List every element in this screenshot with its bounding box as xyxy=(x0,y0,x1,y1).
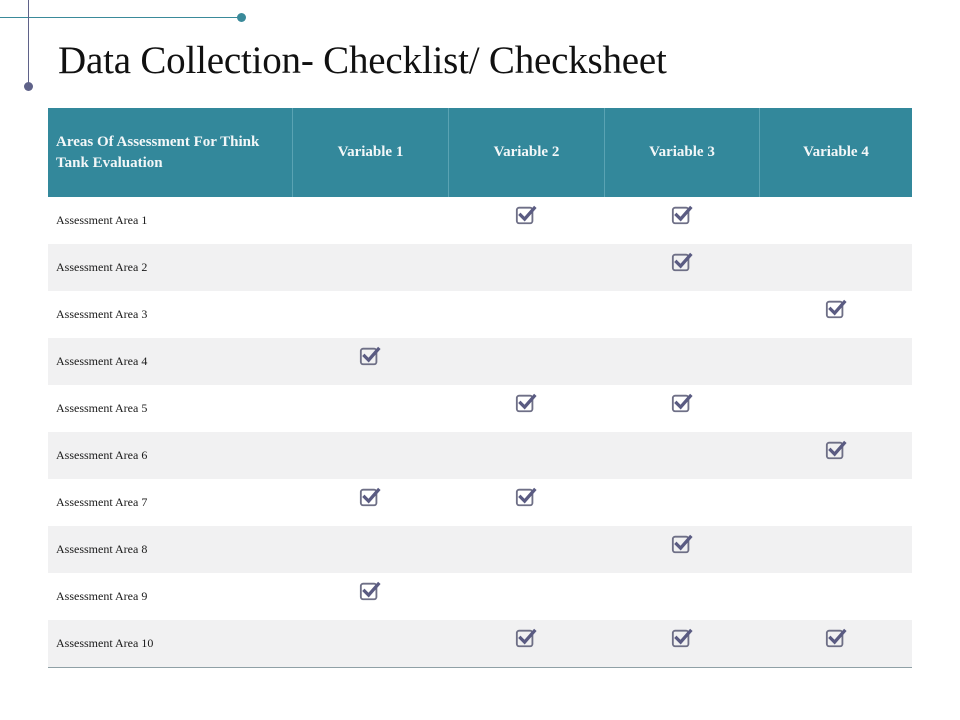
row-label: Assessment Area 4 xyxy=(56,354,148,368)
cell-variable-1 xyxy=(292,432,448,479)
cell-variable-2 xyxy=(448,573,604,620)
header-variable-3: Variable 3 xyxy=(604,108,759,197)
table-row xyxy=(48,620,912,667)
header-variable-4: Variable 4 xyxy=(759,108,912,197)
checked-box-icon xyxy=(671,539,693,560)
checked-box-icon xyxy=(825,633,847,654)
header-variable-2: Variable 2 xyxy=(448,108,604,197)
table-header xyxy=(48,108,912,197)
table-row xyxy=(48,479,912,526)
cell-variable-4 xyxy=(759,620,912,667)
checked-box-icon xyxy=(515,398,537,419)
table-row xyxy=(48,338,912,385)
cell-variable-3 xyxy=(604,479,759,526)
cell-variable-3 xyxy=(604,573,759,620)
checked-box-icon xyxy=(825,304,847,325)
checked-box-icon xyxy=(671,210,693,231)
cell-variable-2 xyxy=(448,244,604,291)
cell-variable-4 xyxy=(759,526,912,573)
decorative-line-vertical xyxy=(28,0,29,87)
decorative-dot xyxy=(24,82,33,91)
cell-variable-4 xyxy=(759,291,912,338)
cell-variable-4 xyxy=(759,432,912,479)
row-label: Assessment Area 1 xyxy=(56,213,148,227)
table-row xyxy=(48,291,912,338)
cell-variable-3 xyxy=(604,338,759,385)
cell-variable-1 xyxy=(292,620,448,667)
checked-box-icon xyxy=(671,398,693,419)
cell-variable-2 xyxy=(448,526,604,573)
row-label: Assessment Area 10 xyxy=(56,636,154,650)
checked-box-icon xyxy=(359,351,381,372)
row-label: Assessment Area 8 xyxy=(56,542,148,556)
cell-variable-3 xyxy=(604,244,759,291)
cell-variable-4 xyxy=(759,197,912,244)
cell-variable-2 xyxy=(448,432,604,479)
cell-variable-2 xyxy=(448,291,604,338)
checked-box-icon xyxy=(359,492,381,513)
cell-variable-2 xyxy=(448,197,604,244)
cell-variable-3 xyxy=(604,620,759,667)
checked-box-icon xyxy=(671,257,693,278)
cell-variable-4 xyxy=(759,385,912,432)
table-body xyxy=(48,197,912,667)
cell-variable-3 xyxy=(604,197,759,244)
cell-variable-2 xyxy=(448,479,604,526)
cell-variable-1 xyxy=(292,385,448,432)
cell-variable-1 xyxy=(292,197,448,244)
cell-variable-1 xyxy=(292,573,448,620)
checked-box-icon xyxy=(825,445,847,466)
row-label: Assessment Area 9 xyxy=(56,589,148,603)
cell-variable-4 xyxy=(759,338,912,385)
cell-variable-1 xyxy=(292,526,448,573)
checked-box-icon xyxy=(671,633,693,654)
slide-title: Data Collection- Checklist/ Checksheet xyxy=(58,39,667,82)
row-label: Assessment Area 5 xyxy=(56,401,148,415)
table-row xyxy=(48,432,912,479)
row-label: Assessment Area 2 xyxy=(56,260,148,274)
table-row xyxy=(48,244,912,291)
table-row xyxy=(48,573,912,620)
row-label: Assessment Area 3 xyxy=(56,307,148,321)
table-row xyxy=(48,526,912,573)
checked-box-icon xyxy=(515,633,537,654)
cell-variable-2 xyxy=(448,338,604,385)
cell-variable-1 xyxy=(292,338,448,385)
cell-variable-1 xyxy=(292,479,448,526)
checked-box-icon xyxy=(359,586,381,607)
row-label: Assessment Area 7 xyxy=(56,495,148,509)
cell-variable-3 xyxy=(604,526,759,573)
cell-variable-4 xyxy=(759,573,912,620)
checked-box-icon xyxy=(515,210,537,231)
decorative-dot xyxy=(237,13,246,22)
table-row xyxy=(48,197,912,244)
row-label: Assessment Area 6 xyxy=(56,448,148,462)
header-areas: Areas Of Assessment For Think Tank Evaluation xyxy=(56,133,260,171)
cell-variable-3 xyxy=(604,291,759,338)
cell-variable-2 xyxy=(448,385,604,432)
checked-box-icon xyxy=(515,492,537,513)
cell-variable-1 xyxy=(292,244,448,291)
checklist-table xyxy=(48,108,912,668)
decorative-line-horizontal xyxy=(0,17,242,18)
cell-variable-1 xyxy=(292,291,448,338)
header-variable-1: Variable 1 xyxy=(292,108,448,197)
cell-variable-2 xyxy=(448,620,604,667)
cell-variable-4 xyxy=(759,244,912,291)
table-row xyxy=(48,385,912,432)
cell-variable-3 xyxy=(604,385,759,432)
cell-variable-3 xyxy=(604,432,759,479)
cell-variable-4 xyxy=(759,479,912,526)
